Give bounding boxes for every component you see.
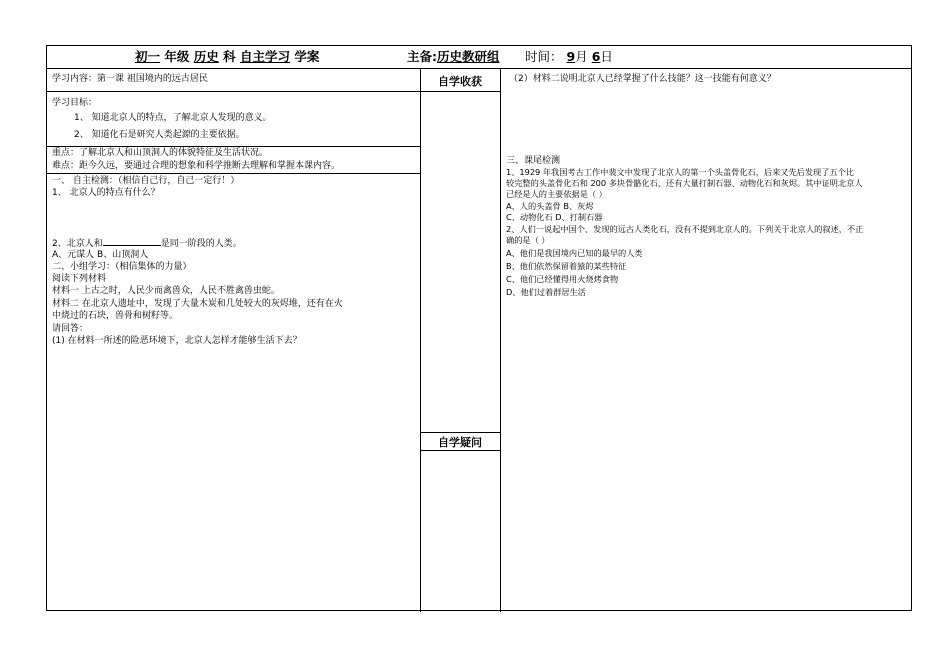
- day-unit: 日: [600, 49, 613, 64]
- grade: 初一: [135, 49, 161, 64]
- review-q1-line-2: 较完整的头盖骨化石和 200 多块骨骼化石，还有大量打制石器、动物化石和灰烬。其中证明北京人: [506, 178, 863, 188]
- self-check-heading: 一、 自主检测：（相信自己行，自己一定行！）: [52, 176, 240, 186]
- mode: 自主学习: [240, 49, 291, 64]
- group-study-heading: 二、小组学习：（相信集体的力量）: [52, 262, 192, 272]
- material-2-line-1: 材料二 在北京人遗址中，发现了大量木炭和几处较大的灰烬堆，还有在火: [52, 299, 343, 309]
- self-study-gain-heading: 自学收获: [438, 75, 482, 88]
- sub-question-1: (1) 在材料一所述的险恶环境下，北京人怎样才能够生活下去？: [52, 336, 302, 346]
- learning-content: 学习内容：第一课 祖国境内的远古居民: [52, 74, 208, 84]
- grade-suffix: 年级: [164, 49, 190, 64]
- content-row-divider: [47, 91, 420, 92]
- review-q2-line-1: 2、人们一说起中国个、发现的远古人类化石，没有不提到北京人的。下列关于北京人的叙述，不正: [506, 224, 864, 234]
- goal-item: 2、 知道化石是研究人类起源的主要依据。: [74, 130, 245, 140]
- header-author: [407, 49, 500, 65]
- day: 6: [591, 49, 601, 64]
- material-2-line-2: 中烧过的石块，兽骨和树籽等。: [52, 311, 179, 321]
- doubt-title-divider: [420, 450, 500, 451]
- question-2-prefix: 2、北京人和: [52, 239, 103, 249]
- read-material-label: 阅读下列材料: [52, 274, 107, 284]
- time-label: 时间：: [525, 49, 563, 64]
- gain-title-divider: [420, 91, 500, 92]
- review-q1-options-cd: C、动物化石 D、打制石器: [506, 212, 603, 222]
- doubt-top-divider: [420, 432, 500, 433]
- review-heading: 三、课尾检测: [506, 156, 561, 166]
- review-q2-option-b: B、他们依然保留着猿的某些特征: [506, 261, 627, 271]
- author-label: 主备:: [407, 49, 437, 64]
- review-q1-line-3: 已经是人的主要依据是（ ）: [506, 189, 607, 199]
- review-q2-line-2: 确的是（ ）: [506, 235, 550, 245]
- review-q2-option-c: C、他们已经懂得用火烧烤食物: [506, 274, 619, 284]
- review-q1-options-ab: A、人的头盖骨 B、灰烬: [506, 201, 594, 211]
- month: 9: [566, 49, 576, 64]
- header-time: [525, 49, 613, 65]
- question-1: 1、 北京人的特点有什么？: [52, 188, 160, 198]
- header-divider: [47, 68, 911, 69]
- goal-item: 1、 知道北京人的特点，了解北京人发现的意义。: [74, 113, 272, 123]
- answer-prompt: 请回答：: [52, 324, 89, 334]
- worksheet-frame: [46, 45, 912, 611]
- mode-suffix: 学案: [294, 49, 320, 64]
- author: 历史教研组: [437, 49, 500, 64]
- question-2-options: A、元谋人 B、山顶洞人: [52, 250, 149, 260]
- question-2-suffix: 是同一阶段的人类。: [160, 239, 242, 249]
- subject: 历史: [193, 49, 219, 64]
- goals-title: 学习目标：: [52, 98, 98, 108]
- review-q2-option-a: A、他们是我国境内已知的最早的人类: [506, 248, 643, 258]
- subject-suffix: 科: [223, 49, 236, 64]
- question-2: [52, 236, 242, 250]
- key-point: 重点：了解北京人和山顶洞人的体貌特征及生活状况。: [52, 148, 269, 158]
- material-1: 材料一 上古之时，人民少而禽兽众，人民不胜禽兽虫蛇。: [52, 286, 280, 296]
- review-q2-option-d: D、他们过着群居生活: [506, 287, 586, 297]
- left-column-divider: [420, 68, 421, 612]
- middle-column-divider: [500, 68, 501, 612]
- sub-question-2: （2）材料二说明北京人已经掌握了什么技能？这一技能有何意义？: [509, 74, 776, 84]
- header-title: [135, 49, 319, 65]
- keypoints-row-divider: [47, 173, 420, 174]
- month-unit: 月: [575, 49, 588, 64]
- question-2-blank[interactable]: [103, 236, 161, 246]
- review-q1-line-1: 1、1929 年我国考古工作中裴文中发现了北京人的第一个头盖骨化石，后来又先后发现了五个比: [506, 167, 854, 177]
- self-study-doubt-heading: 自学疑问: [438, 436, 482, 449]
- difficulty: 难点：距今久远，要通过合理的想象和科学推断去理解和掌握本课内容。: [52, 161, 341, 171]
